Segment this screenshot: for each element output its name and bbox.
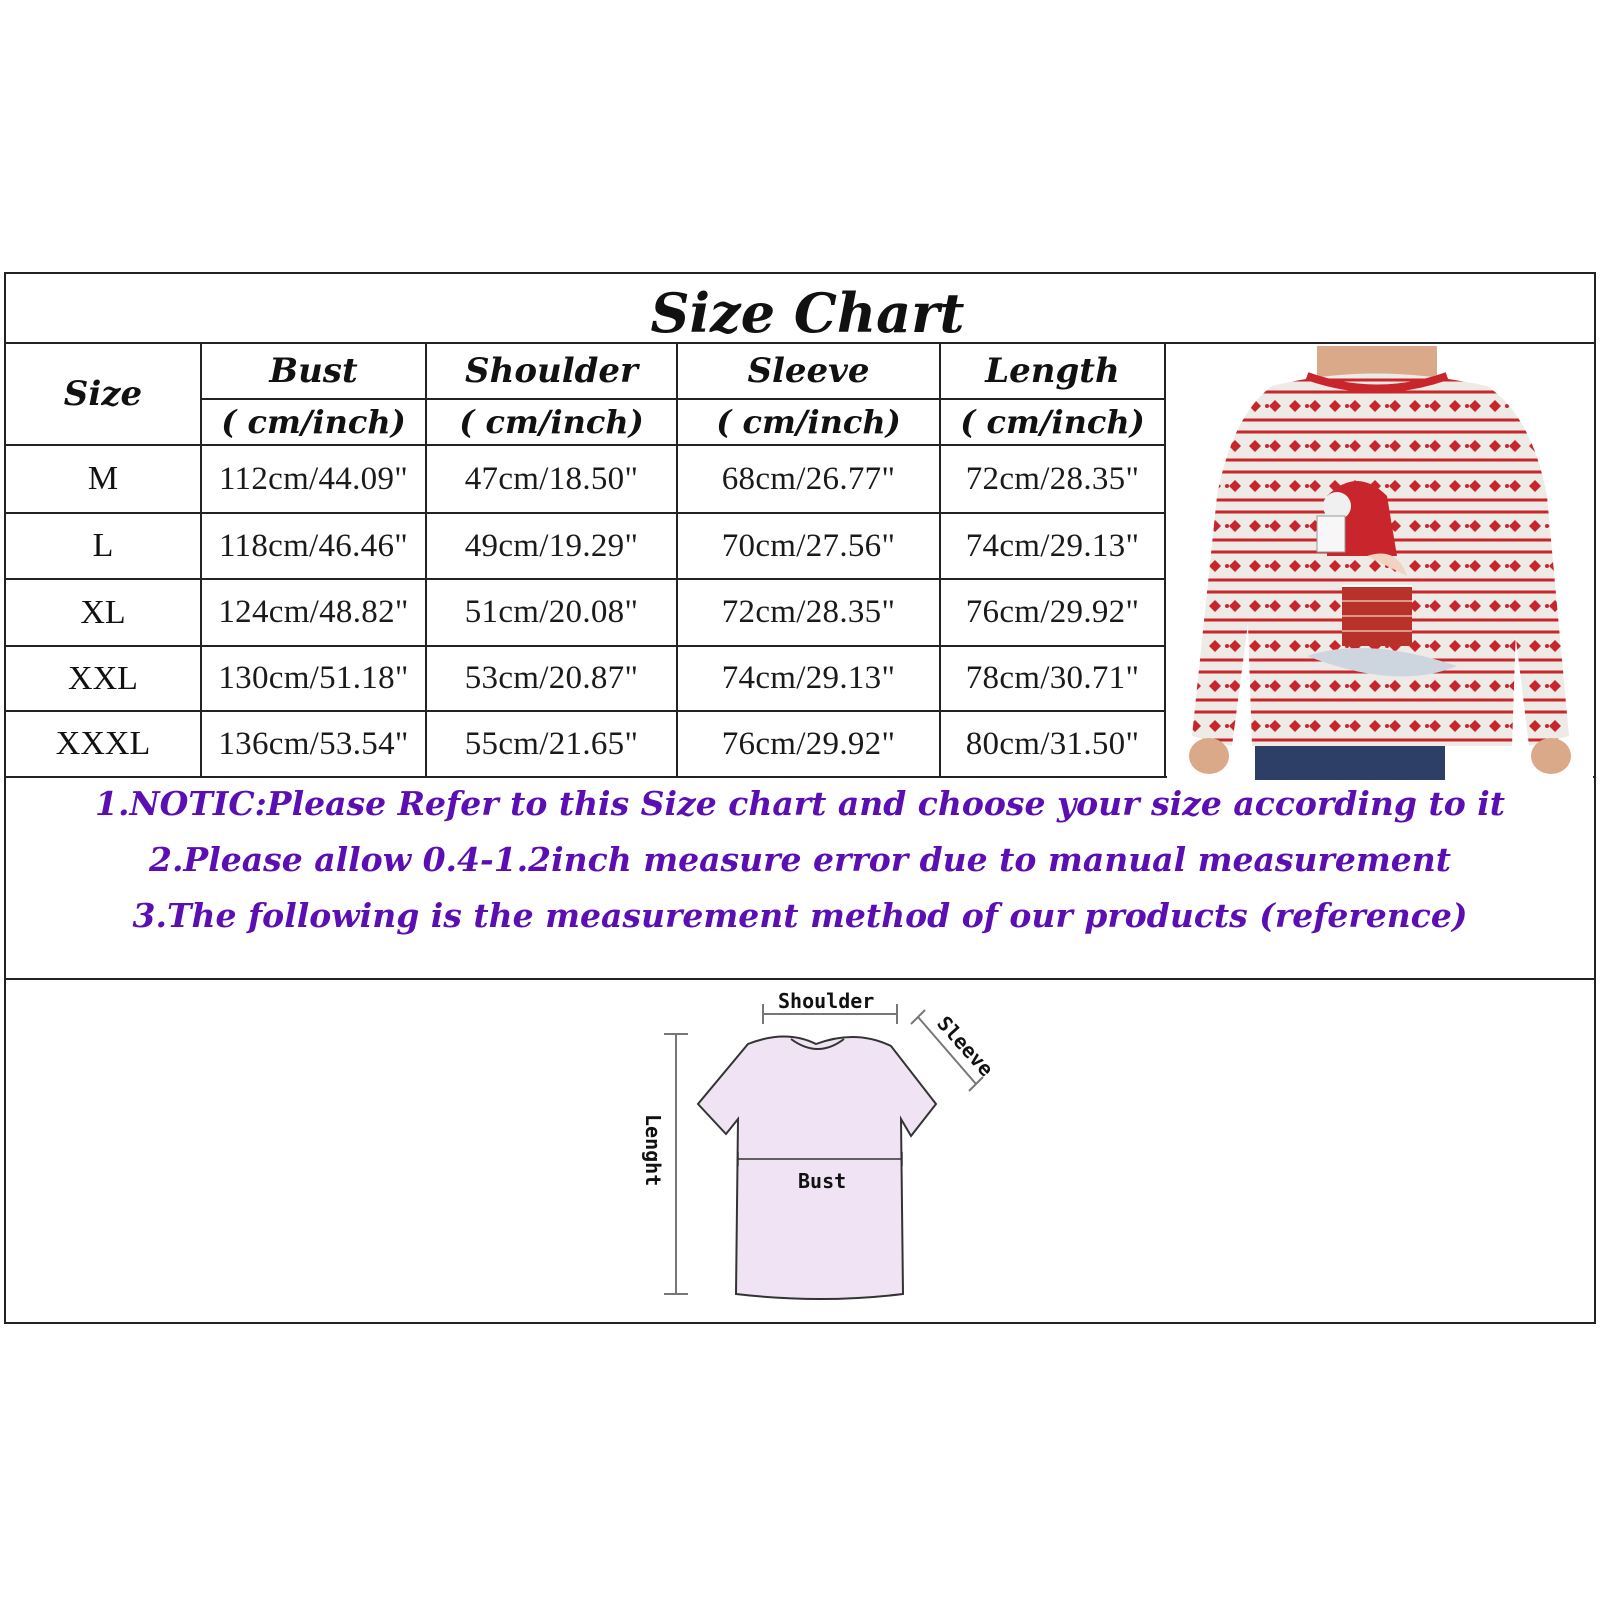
- bust-cell: 136cm/53.54": [218, 725, 409, 762]
- diagram-label-sleeve: Sleeve: [932, 1011, 999, 1082]
- header-length: Length: [985, 351, 1120, 391]
- shoulder-cell: 49cm/19.29": [464, 527, 639, 564]
- size-cell: XL: [80, 593, 126, 631]
- shoulder-cell: 55cm/21.65": [464, 725, 639, 762]
- length-cell: 76cm/29.92": [965, 594, 1140, 630]
- product-photo: [1167, 346, 1593, 780]
- sleeve-cell: 72cm/28.35": [721, 594, 896, 630]
- header-length-unit: ( cm/inch): [960, 403, 1145, 441]
- note-1: 1.NOTIC:Please Refer to this Size chart and choose your size according to it: [95, 784, 1505, 823]
- note-3: 3.The following is the measurement method of our products (reference): [132, 896, 1468, 935]
- bust-cell: 124cm/48.82": [218, 594, 409, 630]
- header-sleeve: Sleeve: [747, 351, 870, 391]
- size-cell: XXXL: [55, 725, 151, 762]
- length-cell: 74cm/29.13": [965, 527, 1140, 564]
- bust-cell: 130cm/51.18": [218, 660, 409, 696]
- measurement-diagram: [606, 984, 1036, 1324]
- size-cell: M: [87, 460, 119, 497]
- header-shoulder: Shoulder: [465, 351, 638, 391]
- shoulder-cell: 51cm/20.08": [464, 594, 639, 630]
- bust-cell: 112cm/44.09": [218, 460, 409, 497]
- sleeve-cell: 70cm/27.56": [721, 527, 896, 564]
- diagram-label-shoulder: Shoulder: [778, 989, 875, 1013]
- sleeve-cell: 76cm/29.92": [721, 725, 896, 762]
- length-cell: 80cm/31.50": [965, 725, 1140, 762]
- size-chart-frame: [4, 272, 1596, 1324]
- sleeve-cell: 68cm/26.77": [721, 460, 896, 497]
- bust-cell: 118cm/46.46": [218, 527, 409, 564]
- shoulder-cell: 47cm/18.50": [464, 460, 639, 497]
- header-bust-unit: ( cm/inch): [221, 403, 406, 441]
- chart-title: Size Chart: [650, 281, 965, 345]
- header-sleeve-unit: ( cm/inch): [716, 403, 901, 441]
- length-cell: 72cm/28.35": [965, 460, 1140, 497]
- header-bust: Bust: [269, 351, 358, 391]
- header-shoulder-unit: ( cm/inch): [459, 403, 644, 441]
- diagram-label-bust: Bust: [798, 1169, 847, 1193]
- sleeve-cell: 74cm/29.13": [721, 660, 896, 696]
- shoulder-cell: 53cm/20.87": [464, 660, 639, 696]
- size-cell: L: [92, 527, 114, 564]
- size-cell: XXL: [68, 659, 138, 697]
- diagram-label-length: Lenght: [641, 1114, 665, 1187]
- note-2: 2.Please allow 0.4-1.2inch measure error due to manual measurement: [148, 840, 1451, 879]
- length-cell: 78cm/30.71": [965, 660, 1140, 696]
- header-size: Size: [63, 374, 143, 414]
